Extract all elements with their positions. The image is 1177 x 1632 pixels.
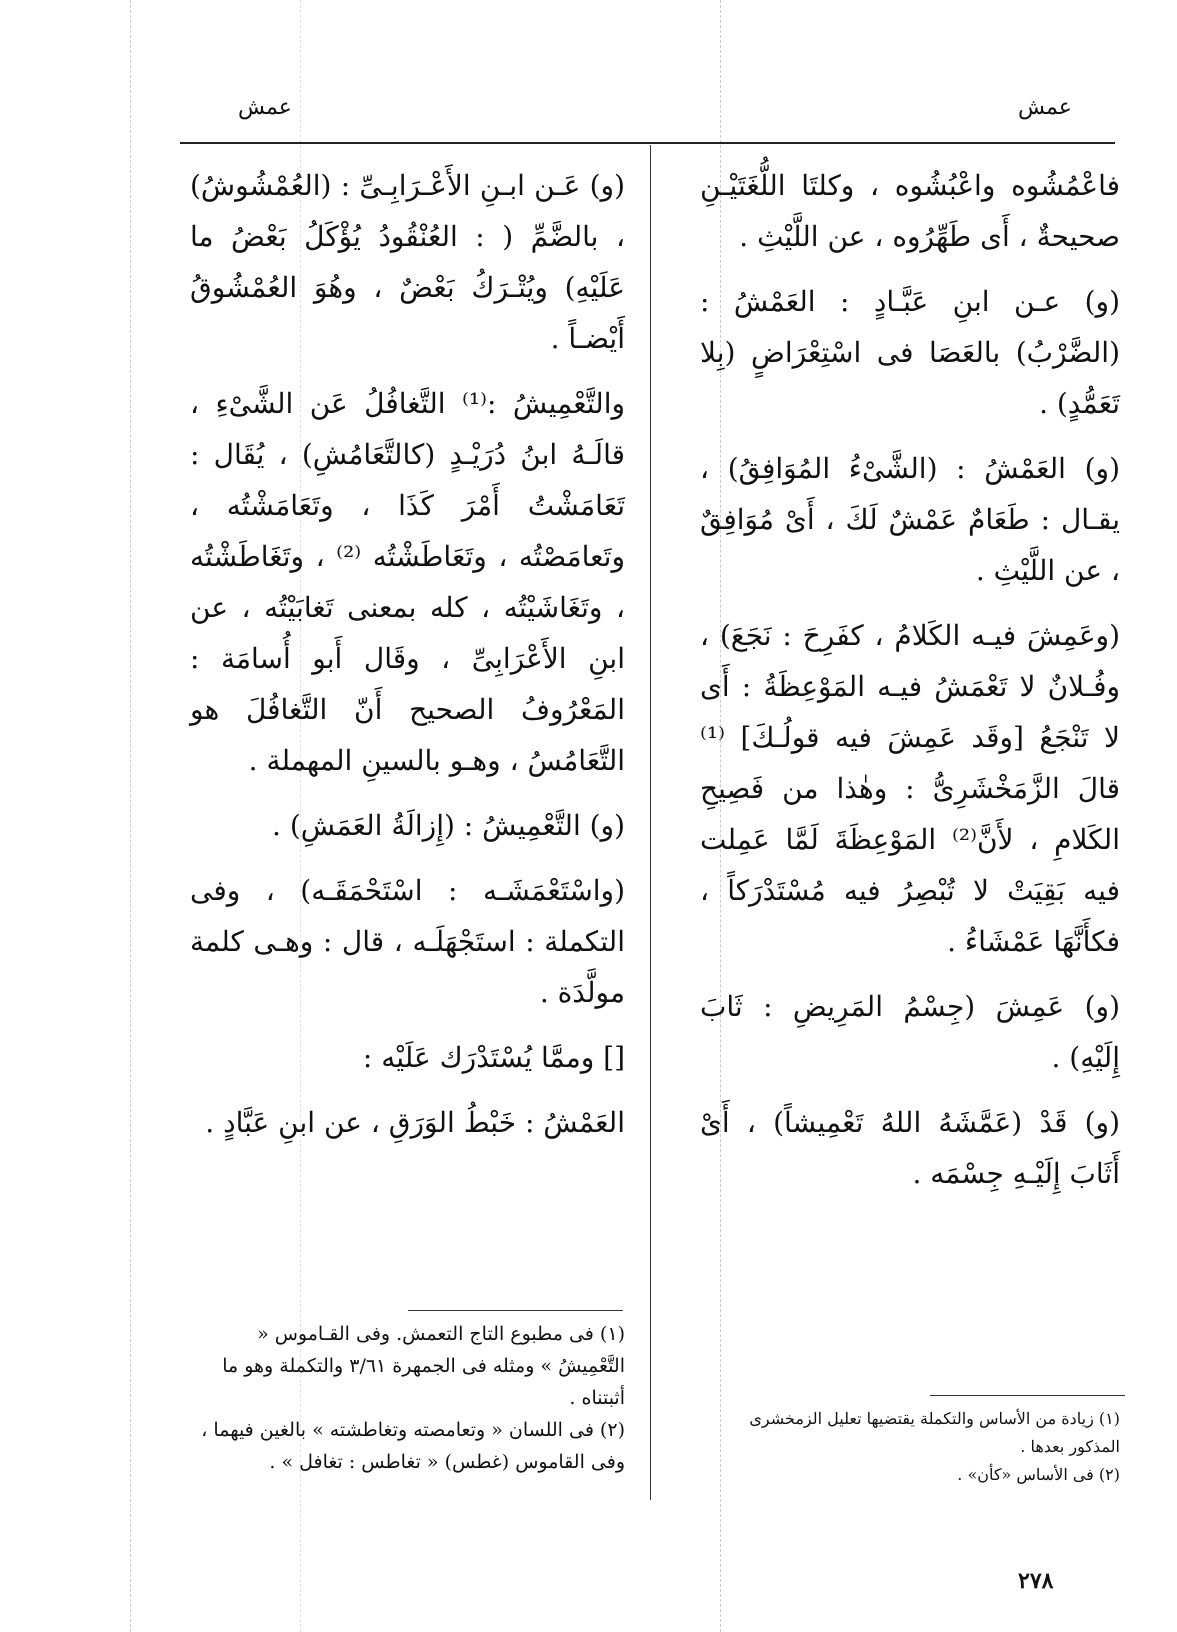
footnote: (٢) فى اللسان « وتعامصته وتغاطشته » بالغين فيهما ، وفى القاموس (غطس) « تغاطس : تغافل » . xyxy=(201,1419,625,1473)
entry-paragraph: (و) عَـن ابـنِ الأَعْـرَابِـىِّ : (العُمْشُوشُ) ، بالضَّمِّ ( : العُنْقُودُ يُؤْكَلُ بَعْضُ ما عَلَيْهِ) ويُتْـرَكُ بَعْضٌ ، وهُوَ العُمْشُوقُ أَيْضـاً . xyxy=(190,169,625,355)
page-number: ٢٧٨ xyxy=(1018,1568,1054,1594)
footnote: (١) فى مطبوع التاج التعمش. وفى القـاموس « التَّعْمِيشُ » ومثله فى الجمهرة ٣/٦١ والتكملة وهو ما أثبتناه . xyxy=(222,1323,625,1409)
right-column xyxy=(700,160,1120,1213)
left-column xyxy=(190,160,625,1162)
footnote: (١) زيادة من الأساس والتكملة يقتضيها تعليل الزمخشرى المذكور بعدها . xyxy=(749,1409,1120,1456)
running-header-left: عمش xyxy=(238,95,292,120)
running-header-right: عمش xyxy=(1018,95,1072,120)
entry-paragraph: فاعْمُشُوه واعْبُشُوه ، وكلتَا اللُّغَتَيْـنِ صحيحةٌ ، أَى طَهِّرُوه ، عن اللَّيْثِ . xyxy=(700,169,1120,253)
entry-paragraph: (وعَمِشَ فيـه الكَلامُ ، كفَرِحَ : نَجَعَ) ، وفُـلانٌ لا تَعْمَشُ فيـه المَوْعِظَةُ : أَى لا تَنْجَعُ [وقَد عَمِشَ فيه قولُـكَ] ⁽¹⁾ قالَ الزَّمَخْشَرِىُّ : وهٰذا من فَصِيحِ الكَلامِ ، لأَنَّ⁽²⁾ المَوْعِظَةَ لَمَّا عَمِلت فيه بَقِيَتْ لا تُبْصِرُ فيه مُسْتَدْرَكاً ، فكأَنَّهَا عَمْشَاءُ . xyxy=(700,619,1120,958)
entry-paragraph: (و) عـن ابنِ عَبَّـادٍ : العَمْشُ : (الضَّرْبُ) بالعَصَا فى اسْتِعْرَاضٍ (بِلا تَعَمُّدٍ) . xyxy=(700,285,1120,420)
footnotes-left xyxy=(190,1318,625,1478)
entry-paragraph: (و) عَمِشَ (جِسْمُ المَرِيضِ : ثَابَ إِلَيْهِ) . xyxy=(700,990,1120,1074)
scan-guide-line xyxy=(130,0,131,1632)
entry-paragraph: (و) قَدْ (عَمَّشَهُ اللهُ تَعْمِيشاً) ، أَىْ أَثَابَ إِلَيْـهِ جِسْمَه . xyxy=(700,1106,1120,1190)
footnote-rule-left xyxy=(408,1310,623,1311)
entry-paragraph: (و) العَمْشُ : (الشَّىْءُ المُوَافِقُ) ، يقـال : طَعَامٌ عَمْشٌ لَكَ ، أَىْ مُوَافِقٌ ، عن اللَّيْثِ . xyxy=(700,452,1120,587)
entry-paragraph: والتَّعْمِيشُ :⁽¹⁾ التَّغافُلُ عَن الشَّىْءِ ، قالَـهُ ابنُ دُرَيْـدٍ (كالتَّعَامُشِ) ، يُقَال : تَعَامَشْتُ أَمْرَ كَذَا ، وتَعَامَشْتُه ، وتَعامَصْتُه ، وتَعَاطَشْتُه ⁽²⁾ ، وتَغَاطَشْتُه ، وتَغَاشَيْتُه ، كله بمعنى تَغابَيْتُه ، عن ابنِ الأَعْرَابِىِّ ، وقَال أَبو أُسامَة : المَعْرُوفُ الصحيح أَنّ التَّغافُلَ هو التَّعَامُسُ ، وهـو بالسينِ المهملة . xyxy=(190,387,625,777)
footnotes-right xyxy=(700,1405,1120,1489)
header-rule xyxy=(180,142,1115,144)
entry-paragraph: العَمْشُ : خَبْطُ الوَرَقِ ، عن ابنِ عَبَّادٍ . xyxy=(205,1106,625,1139)
entry-paragraph: (و) التَّعْمِيشُ : (إِزالَةُ العَمَشِ) . xyxy=(272,809,625,842)
footnote-rule-right xyxy=(930,1395,1125,1396)
entry-paragraph: (واسْتَعْمَشَـه : اسْتَحْمَقَـه) ، وفى التكملة : استَجْهَلَـه ، قال : وهـى كلمة مولَّدَة . xyxy=(190,874,625,1009)
footnote: (٢) فى الأساس «كأن» . xyxy=(957,1465,1120,1484)
entry-paragraph: [] وممَّا يُسْتَدْرَك عَلَيْه : xyxy=(362,1041,625,1074)
column-divider xyxy=(650,145,651,1500)
